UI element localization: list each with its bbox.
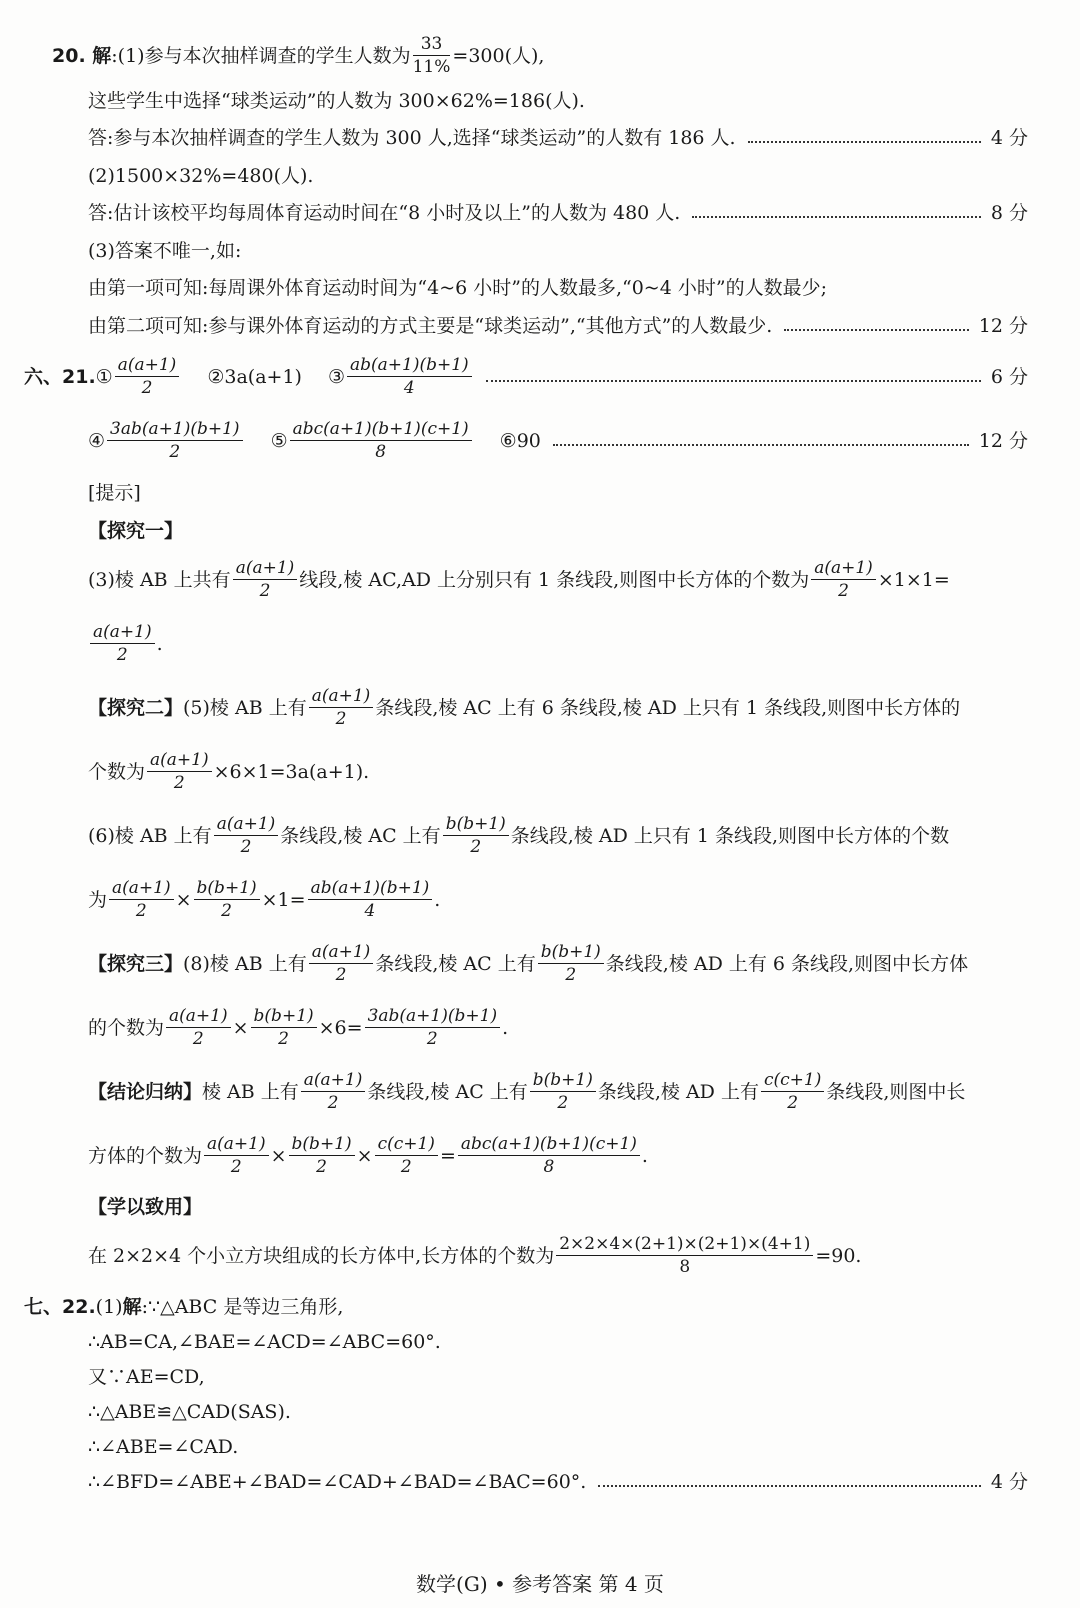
q22-line4: ∴△ABE≌△CAD(SAS). <box>88 1401 291 1423</box>
q20-number: 20. 解 <box>52 45 112 67</box>
explore3-line2: 的个数为 $\frac{a(a+1)}{2}$ × $\frac{b(b+1)}{2}$ ×6= $\frac{3ab(a+1)(b+1)}{2}$ . <box>88 1006 509 1049</box>
q20-line5: 答:估计该校平均每周体育运动时间在“8 小时及以上”的人数为 480 人. 8 分 <box>88 202 1028 224</box>
fraction: $\frac{\text{abc(a+1)(b+1)(c+1)}}{8}$ <box>290 421 472 461</box>
q20-line6: (3)答案不唯一,如: <box>88 240 242 262</box>
fraction: $\frac{ab(a+1)(b+1)}{4}$ <box>308 880 433 920</box>
explore1-line2: $\frac{a(a+1)}{2}$ . <box>88 620 1028 668</box>
q21-answers-2: ④ $\frac{3ab(a+1)(b+1)}{2}$ ⑤ $\frac{\text{abc(a+1)(b+1)(c+1)}}{8}$ ⑥90 12 分 <box>88 419 1028 462</box>
fraction: $\frac{a(a+1)}{2}$ <box>309 688 374 728</box>
fraction: $\frac{a(a+1)}{2}$ <box>204 1136 269 1176</box>
q21-number: 六、21. <box>24 366 96 388</box>
explore2-line3: (6)棱 AB 上有 $\frac{a(a+1)}{2}$ 条线段,棱 AC 上有 $\frac{b(b+1)}{2}$ 条线段,棱 AD 上只有 1 条线段,则图中长方体的个数 <box>88 814 950 857</box>
fraction: $\frac{b(b+1)}{2}$ <box>289 1136 355 1176</box>
score: 8 分 <box>990 202 1028 224</box>
q21-answers-1: 六、21. ① $\frac{a(a+1)}{2}$ ②3a(a+1) ③ $\frac{ab(a+1)(b+1)}{4}$ 6 分 <box>24 355 1028 398</box>
score: 4 分 <box>990 127 1028 149</box>
q22-line2: ∴AB=CA,∠BAE=∠ACD=∠ABC=60°. <box>88 1331 441 1353</box>
fraction: $\frac{b(b+1)}{2}$ <box>530 1072 596 1112</box>
fraction: $\frac{a(a+1)}{2}$ <box>147 752 212 792</box>
q22-line3: 又∵AE=CD, <box>88 1366 205 1388</box>
leader-dots <box>784 329 968 331</box>
page-footer: 数学(G) • 参考答案 第 4 页 <box>416 1572 664 1596</box>
q20-line3: 答:参与本次抽样调查的学生人数为 300 人,选择“球类运动”的人数有 186 人. 4 分 <box>88 127 1028 149</box>
heading-application: 【学以致用】 <box>88 1196 203 1218</box>
score: 12 分 <box>978 315 1028 337</box>
heading-explore-3: 【探究三】 <box>88 953 184 975</box>
q20-line2: 这些学生中选择“球类运动”的人数为 300×62%=186(人). <box>88 90 585 112</box>
fraction: $\frac{33}{11\%}$ <box>412 34 451 77</box>
fraction: $\frac{b(b+1)}{2}$ <box>538 944 604 984</box>
leader-dots <box>748 141 981 143</box>
conclusion-line1: 【结论归纳】 棱 AB 上有 $\frac{a(a+1)}{2}$ 条线段,棱 AC 上有 $\frac{b(b+1)}{2}$ 条线段,棱 AD 上有 $\frac{c(c+1)}{2}$ 条线段,则图中长 <box>88 1070 966 1113</box>
explore1-line1: (3)棱 AB 上共有 $\frac{a(a+1)}{2}$ 线段,棱 AC,AD 上分别只有 1 条线段,则图中长方体的个数为 $\frac{a(a+1)}{2}$ ×1×1= <box>88 558 950 601</box>
fraction: $\frac{3ab(a+1)(b+1)}{2}$ <box>365 1008 501 1048</box>
fraction: $\frac{3ab(a+1)(b+1)}{2}$ <box>107 421 243 461</box>
fraction: $\frac{b(b+1)}{2}$ <box>443 816 509 856</box>
score: 4 分 <box>990 1471 1028 1493</box>
q22-line6: ∴∠BFD=∠ABE+∠BAD=∠CAD+∠BAD=∠BAC=60°. 4 分 <box>88 1471 1028 1493</box>
application-line: 在 2×2×4 个小立方块组成的长方体中,长方体的个数为 $\frac{2\times 2\times 4\times(2+1)\times(2+1)\times(4+1)}{8}$ =90. <box>88 1234 862 1277</box>
fraction: $\frac{a(a+1)}{2}$ <box>214 816 279 856</box>
conclusion-line2: 方体的个数为 $\frac{a(a+1)}{2}$ × $\frac{b(b+1)}{2}$ × $\frac{c(c+1)}{2}$ = $\frac{\text{abc(a+1)(b+1)(c+1)}}{8}$ . <box>88 1134 648 1177</box>
heading-explore-2: 【探究二】 <box>88 697 184 719</box>
q20-line7: 由第一项可知:每周课外体育运动时间为“4~6 小时”的人数最多,“0~4 小时”的人数最少; <box>88 277 827 299</box>
fraction: $\frac{ab(a+1)(b+1)}{4}$ <box>347 357 472 397</box>
fraction: $\frac{a(a+1)}{2}$ <box>233 560 298 600</box>
q20-line1: 20. 解 :(1)参与本次抽样调查的学生人数为 $\frac{33}{11\%}$ =300(人), <box>52 34 545 77</box>
leader-dots <box>553 444 969 446</box>
q22-line5: ∴∠ABE=∠CAD. <box>88 1436 239 1458</box>
heading-conclusion: 【结论归纳】 <box>88 1081 203 1103</box>
q22-number: 七、22. <box>24 1296 96 1318</box>
fraction: $\frac{a(a+1)}{2}$ <box>166 1008 231 1048</box>
fraction: $\frac{b(b+1)}{2}$ <box>251 1008 317 1048</box>
explore2-line4: 为 $\frac{a(a+1)}{2}$ × $\frac{b(b+1)}{2}$ ×1= $\frac{ab(a+1)(b+1)}{4}$ . <box>88 878 441 921</box>
fraction: $\frac{a(a+1)}{2}$ <box>90 624 155 664</box>
q20-line8: 由第二项可知:参与课外体育运动的方式主要是“球类运动”,“其他方式”的人数最少. 12 分 <box>88 315 1028 337</box>
explore2-line2: 个数为 $\frac{a(a+1)}{2}$ ×6×1=3a(a+1). <box>88 750 370 793</box>
fraction: $\frac{c(c+1)}{2}$ <box>761 1072 824 1112</box>
fraction: $\frac{2\times 2\times 4\times(2+1)\times(2+1)\times(4+1)}{8}$ <box>556 1236 813 1276</box>
fraction: $\frac{b(b+1)}{2}$ <box>194 880 260 920</box>
q22-line1: 七、22. (1) 解 :∵△ABC 是等边三角形, <box>24 1296 344 1318</box>
leader-dots <box>486 380 981 382</box>
score: 6 分 <box>990 366 1028 388</box>
leader-dots <box>598 1485 981 1487</box>
score: 12 分 <box>978 430 1028 452</box>
heading-explore-1: 【探究一】 <box>88 520 184 542</box>
q20-line4: (2)1500×32%=480(人). <box>88 165 314 187</box>
fraction: $\frac{\text{abc(a+1)(b+1)(c+1)}}{8}$ <box>458 1136 640 1176</box>
hint-label: [提示] <box>88 482 141 504</box>
explore2-line1: 【探究二】 (5)棱 AB 上有 $\frac{a(a+1)}{2}$ 条线段,棱 AC 上有 6 条线段,棱 AD 上只有 1 条线段,则图中长方体的 <box>88 686 961 729</box>
q20-text: :(1)参与本次抽样调查的学生人数为 <box>111 45 411 67</box>
fraction: $\frac{a(a+1)}{2}$ <box>109 880 174 920</box>
fraction: $\frac{a(a+1)}{2}$ <box>301 1072 366 1112</box>
fraction: $\frac{a(a+1)}{2}$ <box>309 944 374 984</box>
fraction: $\frac{a(a+1)}{2}$ <box>811 560 876 600</box>
fraction: $\frac{c(c+1)}{2}$ <box>375 1136 438 1176</box>
explore3-line1: 【探究三】 (8)棱 AB 上有 $\frac{a(a+1)}{2}$ 条线段,棱 AC 上有 $\frac{b(b+1)}{2}$ 条线段,棱 AD 上有 6 条线段,则图中长方体 <box>88 942 969 985</box>
leader-dots <box>692 216 981 218</box>
fraction: $\frac{a(a+1)}{2}$ <box>115 357 180 397</box>
